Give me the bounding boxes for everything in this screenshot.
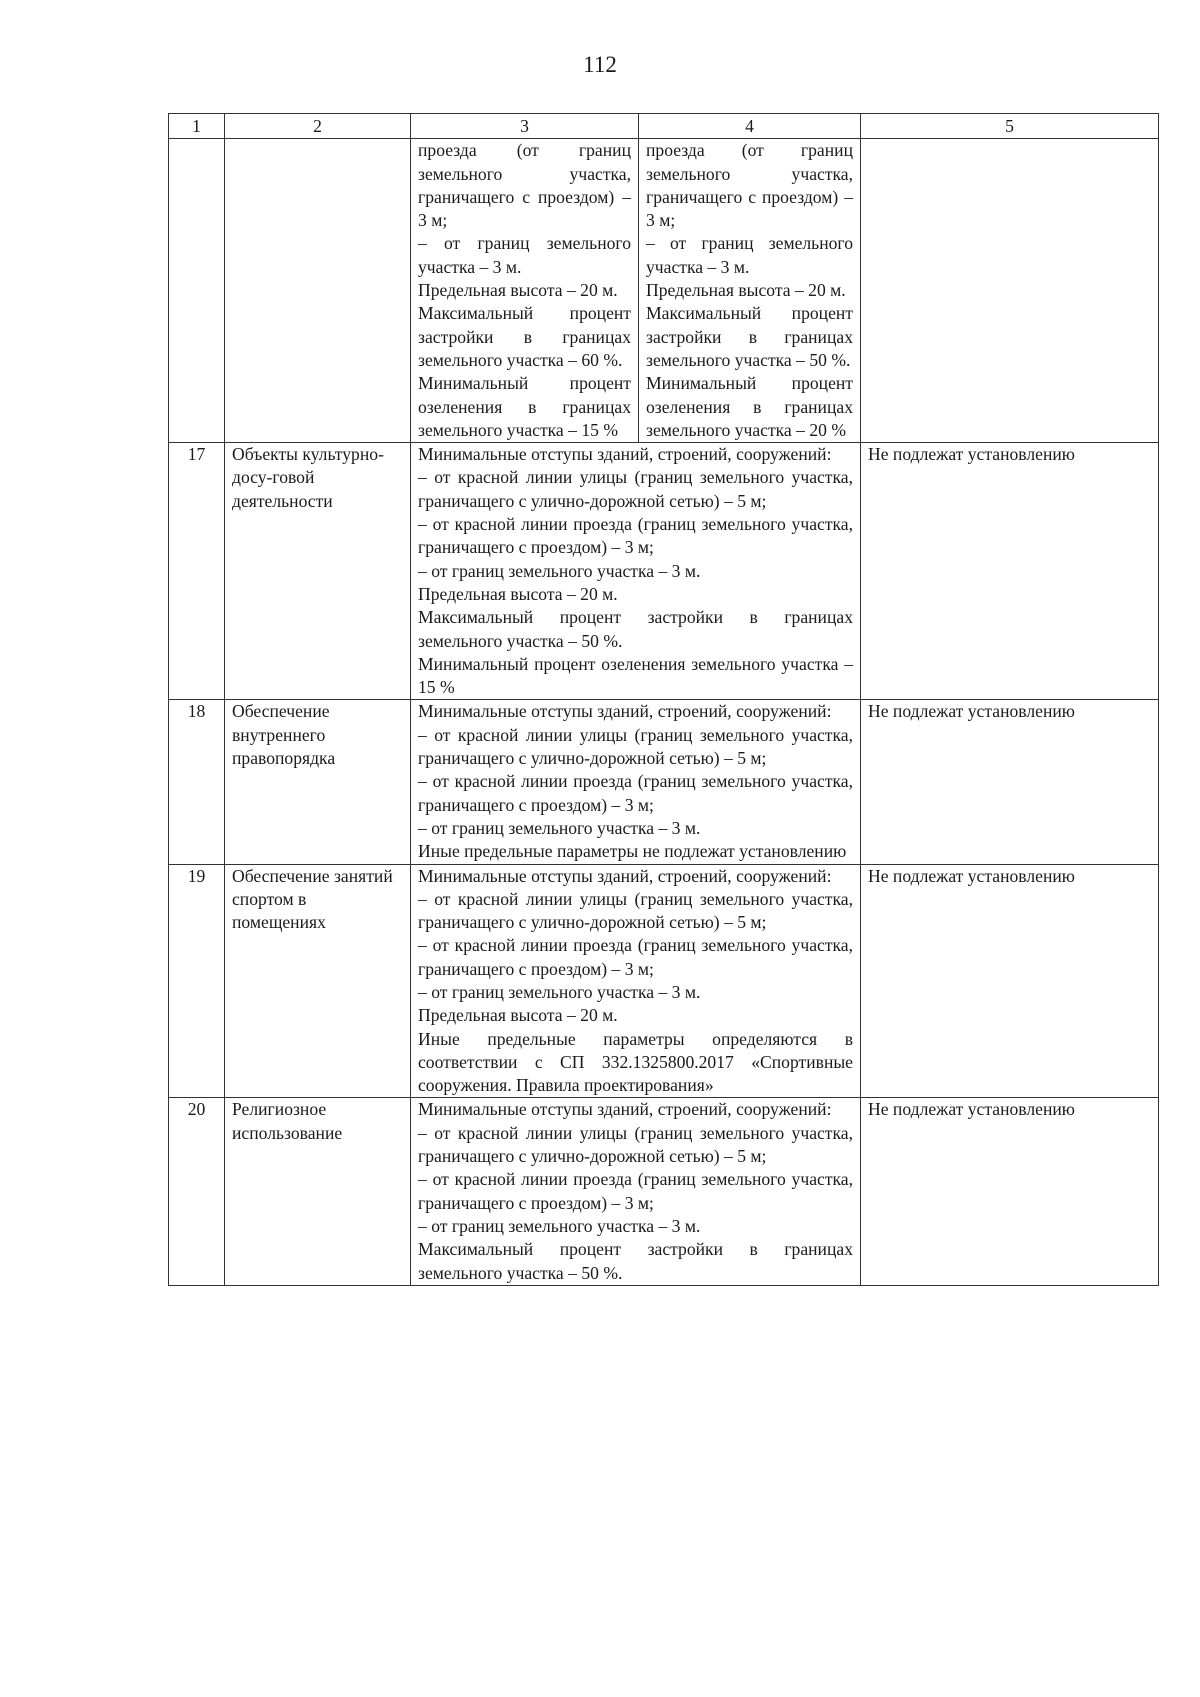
param-line: – от границ земельного участка – 3 м. — [646, 233, 853, 277]
param-line: – от границ земельного участка – 3 м. — [418, 817, 701, 838]
param-line: – от красной линии проезда (границ земельного участка, граничащего с проездом) – 3 м; — [418, 514, 853, 558]
column-header: 1 — [169, 114, 225, 139]
table-row — [169, 700, 1159, 864]
params-cell-col4 — [639, 139, 861, 443]
param-line: – от красной линии проезда (границ земельного участка, граничащего с проездом) – 3 м; — [418, 935, 853, 979]
param-line: Минимальный процент озеленения в границах земельного участка – 20 % — [646, 373, 853, 440]
use-type-name: Объекты культурно-досу-говой деятельности — [225, 443, 411, 700]
col5-value: Не подлежат установлению — [861, 443, 1159, 700]
table-row — [169, 443, 1159, 700]
param-line: Иные предельные параметры определяются в соответствии с СП 332.1325800.2017 «Спортивные сооружения. Правила проектирования» — [418, 1028, 853, 1096]
param-line: Предельная высота – 20 м. — [646, 280, 846, 301]
parameters-cell — [411, 443, 861, 700]
param-line: – от границ земельного участка – 3 м. — [418, 1215, 701, 1236]
param-line: Максимальный процент застройки в границах земельного участка – 50 %. — [418, 607, 853, 651]
param-line: Минимальные отступы зданий, строений, сооружений: — [418, 701, 832, 722]
param-line: – от границ земельного участка – 3 м. — [418, 233, 631, 277]
params-cell-col3 — [411, 139, 639, 443]
param-line: – от границ земельного участка – 3 м. — [418, 560, 701, 581]
regulations-table — [168, 113, 1159, 1286]
param-line: – от границ земельного участка – 3 м. — [418, 981, 701, 1002]
param-line: Иные предельные параметры не подлежат установлению — [418, 841, 847, 862]
param-line: – от красной линии проезда (границ земельного участка, граничащего с проездом) – 3 м; — [418, 771, 853, 815]
header-row — [169, 114, 1159, 139]
table-row — [169, 864, 1159, 1098]
param-line: Минимальный процент озеленения в границах земельного участка – 15 % — [418, 373, 631, 440]
parameters-cell — [411, 700, 861, 864]
column-header: 3 — [411, 114, 639, 139]
parameters-cell — [411, 864, 861, 1098]
param-line: – от красной линии улицы (границ земельного участка, граничащего с улично-дорожной сетью) – 5 м; — [418, 724, 853, 769]
row-number: 19 — [169, 864, 225, 1098]
param-line: Минимальный процент озеленения земельного участка – 15 % — [418, 653, 853, 698]
param-line: – от красной линии улицы (границ земельного участка, граничащего с улично-дорожной сетью) – 5 м; — [418, 888, 853, 933]
param-line: – от красной линии улицы (границ земельного участка, граничащего с улично-дорожной сетью) – 5 м; — [418, 467, 853, 511]
col5-value: Не подлежат установлению — [861, 1098, 1159, 1285]
col5-cell — [861, 139, 1159, 443]
row-number: 20 — [169, 1098, 225, 1285]
param-line: Максимальный процент застройки в границах земельного участка – 50 %. — [646, 303, 853, 370]
column-header: 2 — [225, 114, 411, 139]
column-header: 4 — [639, 114, 861, 139]
param-line: Максимальный процент застройки в границах земельного участка – 50 %. — [418, 1239, 853, 1283]
page-number: 112 — [583, 52, 617, 77]
param-line: Предельная высота – 20 м. — [418, 1005, 618, 1026]
col5-value: Не подлежат установлению — [861, 700, 1159, 864]
continuation-row — [169, 139, 1159, 443]
table-row — [169, 1098, 1159, 1285]
param-line: Предельная высота – 20 м. — [418, 583, 618, 604]
parameters-cell — [411, 1098, 861, 1285]
param-line: Минимальные отступы зданий, строений, сооружений: — [418, 444, 832, 465]
param-line: – от красной линии улицы (границ земельного участка, граничащего с улично-дорожной сетью) – 5 м; — [418, 1122, 853, 1167]
param-line: Минимальные отступы зданий, строений, сооружений: — [418, 1099, 832, 1120]
col5-value: Не подлежат установлению — [861, 864, 1159, 1098]
param-line: проезда (от границ земельного участка, граничащего с проездом) – 3 м; — [646, 140, 853, 231]
param-line: Максимальный процент застройки в границах земельного участка – 60 %. — [418, 303, 631, 370]
row-number: 17 — [169, 443, 225, 700]
use-type-name: Религиозное использование — [225, 1098, 411, 1285]
param-line: – от красной линии проезда (границ земельного участка, граничащего с проездом) – 3 м; — [418, 1169, 853, 1213]
param-line: Минимальные отступы зданий, строений, сооружений: — [418, 865, 832, 886]
use-type-name: Обеспечение занятий спортом в помещениях — [225, 864, 411, 1098]
param-line: проезда (от границ земельного участка, граничащего с проездом) – 3 м; — [418, 140, 631, 231]
row-number: 18 — [169, 700, 225, 864]
name-cell — [225, 139, 411, 443]
use-type-name: Обеспечение внутреннего правопорядка — [225, 700, 411, 864]
param-line: Предельная высота – 20 м. — [418, 280, 618, 301]
column-header: 5 — [861, 114, 1159, 139]
number-cell — [169, 139, 225, 443]
